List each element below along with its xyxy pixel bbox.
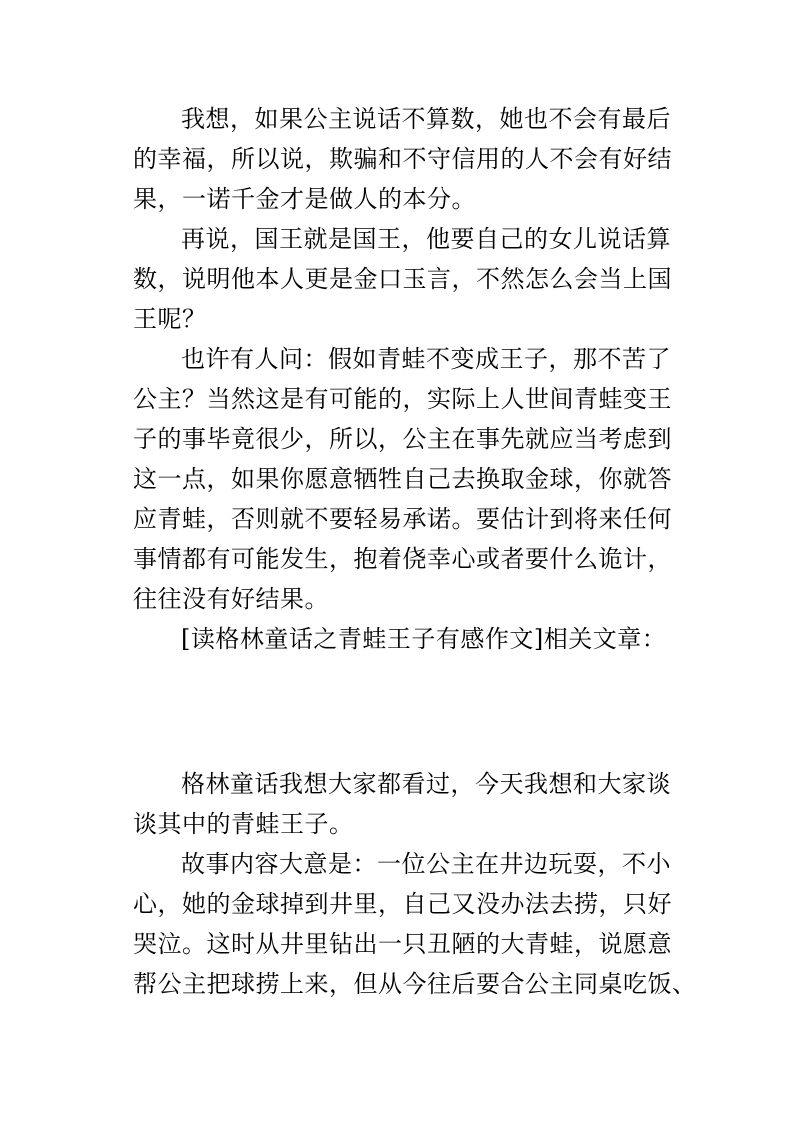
paragraph-line: 数，说明他本人更是金口玉言，不然怎么会当上国 [133,265,672,293]
paragraph-line: 哭泣。这时从井里钻出一只丑陋的大青蛙，说愿意 [133,930,672,958]
paragraph-line: 再说，国王就是国王，他要自己的女儿说话算 [181,225,671,253]
paragraph-line: 也许有人问：假如青蛙不变成王子，那不苦了 [181,345,671,373]
paragraph-line: 故事内容大意是：一位公主在井边玩耍，不小 [181,850,671,878]
paragraph-line: 我想，如果公主说话不算数，她也不会有最后 [181,105,671,133]
paragraph-line: 应青蛙，否则就不要轻易承诺。要估计到将来任何 [133,505,672,533]
paragraph-line: 心，她的金球掉到井里，自己又没办法去捞，只好 [133,890,672,918]
paragraph-line: 公主？当然这是有可能的，实际上人世间青蛙变王 [133,385,672,413]
paragraph-line: 这一点，如果你愿意牺牲自己去换取金球，你就答 [133,465,672,493]
related-articles-heading: [读格林童话之青蛙王子有感作文]相关文章： [181,625,667,653]
paragraph-line: 子的事毕竟很少，所以，公主在事先就应当考虑到 [133,425,672,453]
paragraph-line: 王呢？ [133,305,207,333]
paragraph-line: 果，一诺千金才是做人的本分。 [133,185,476,213]
paragraph-line: 帮公主把球捞上来，但从今往后要合公主同桌吃饭、 [133,970,697,998]
paragraph-line: 谈其中的青蛙王子。 [133,810,354,838]
paragraph-line: 往往没有好结果。 [133,585,329,613]
paragraph-line: 的幸福，所以说，欺骗和不守信用的人不会有好结 [133,145,672,173]
paragraph-line: 格林童话我想大家都看过，今天我想和大家谈 [181,770,671,798]
paragraph-line: 事情都有可能发生，抱着侥幸心或者要什么诡计， [133,545,672,573]
